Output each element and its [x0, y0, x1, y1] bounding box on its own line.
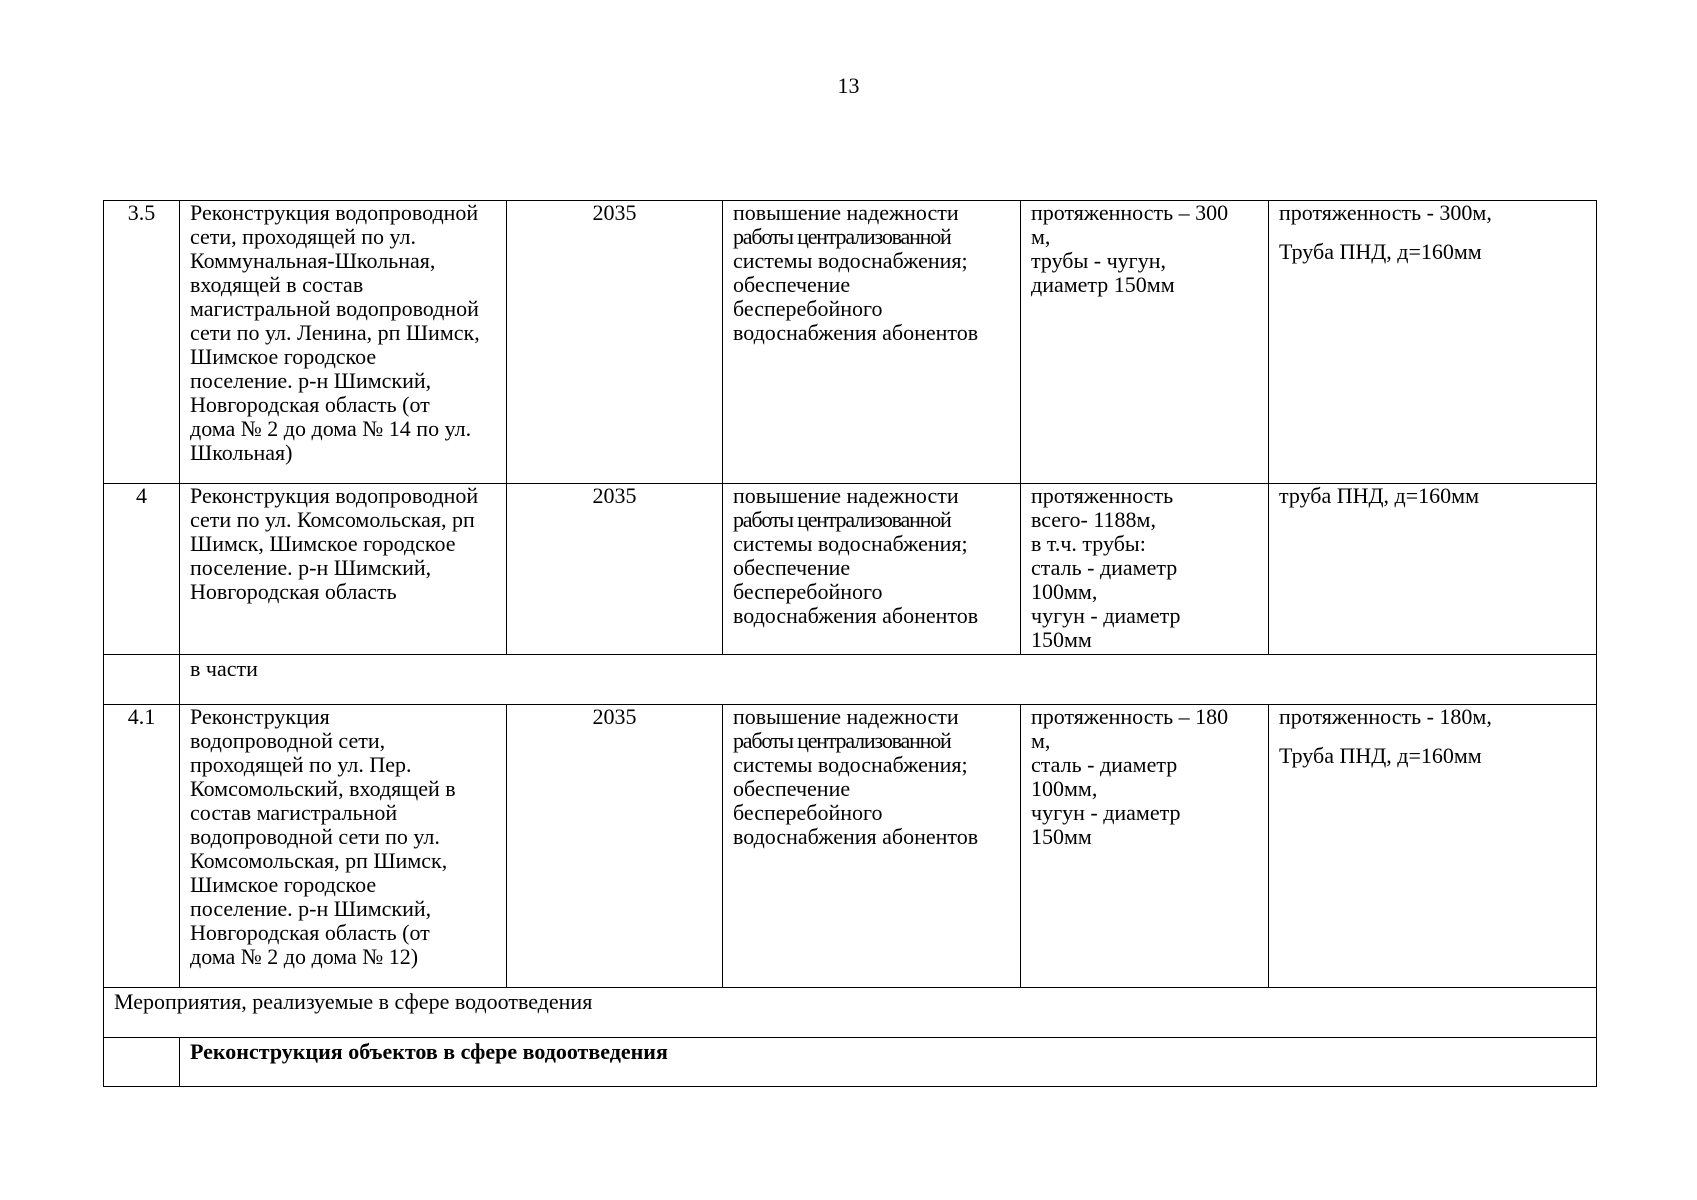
subsection-heading: Реконструкция объектов в сфере водоотведения [180, 1038, 1597, 1087]
section-heading: Мероприятия, реализуемые в сфере водоотведения [104, 988, 1597, 1038]
row-number-cell: 4.1 [104, 705, 180, 988]
cell-text-line: сталь - диаметр [1031, 752, 1178, 777]
cell-text-line: водоснабжения абонентов [733, 320, 979, 345]
cell-text-line: всего- 1188м, [1031, 507, 1156, 532]
empty-cell [104, 1038, 180, 1087]
empty-cell [104, 655, 180, 705]
line-gap [1279, 225, 1586, 240]
cell-text-line: обеспечение [733, 555, 851, 580]
cell-text-line: протяженность - 300м, [1279, 200, 1492, 225]
cell-text-line: входящей в состав [190, 272, 364, 297]
cell-text-line: 150мм [1031, 824, 1092, 849]
year-cell: 2035 [507, 705, 723, 988]
table-row [104, 655, 1597, 705]
row-number-cell: 4 [104, 484, 180, 655]
cell-text-line: дома № 2 до дома № 14 по ул. [190, 416, 472, 441]
table-row [104, 705, 1597, 988]
cell-text-line: Труба ПНД, д=160мм [1279, 743, 1482, 768]
cell-text-line: Реконструкция водопроводной [190, 200, 479, 225]
cell-text-line: чугун - диаметр [1031, 603, 1181, 628]
page-number: 13 [837, 73, 860, 98]
planned-state-cell [1269, 201, 1597, 484]
cell-text-line: м, [1031, 224, 1051, 249]
cell-text-line: Шимское городское [190, 344, 377, 369]
cell-text-line: 100мм, [1031, 579, 1098, 604]
description-cell [180, 201, 507, 484]
cell-text-line: обеспечение [733, 272, 851, 297]
cell-text-line: повышение надежности [733, 200, 959, 225]
cell-text-line: сталь - диаметр [1031, 555, 1178, 580]
year-cell: 2035 [507, 484, 723, 655]
cell-text-line: системы водоснабжения; [733, 752, 968, 777]
cell-text-line: Комсомольский, входящей в [190, 776, 456, 801]
cell-text-line: сети, проходящей по ул. [190, 224, 417, 249]
table-row [104, 988, 1597, 1038]
cell-text-line: работы централизованной [733, 224, 951, 249]
cell-text-line: системы водоснабжения; [733, 531, 968, 556]
table-row [104, 1038, 1597, 1087]
cell-text-line: системы водоснабжения; [733, 248, 968, 273]
cell-text-line: Школьная) [190, 440, 293, 465]
cell-text-line: протяженность – 180 [1031, 704, 1229, 729]
cell-text-line: поселение. р-н Шимский, [190, 896, 432, 921]
cell-text-line: диаметр 150мм [1031, 272, 1175, 297]
cell-text-line: повышение надежности [733, 704, 959, 729]
year-cell: 2035 [507, 201, 723, 484]
cell-text-line: бесперебойного [733, 579, 883, 604]
cell-text-line: протяженность [1031, 483, 1174, 508]
table-row [104, 201, 1597, 484]
cell-text-line: протяженность - 180м, [1279, 704, 1492, 729]
cell-text-line: Реконструкция водопроводной [190, 483, 479, 508]
current-state-cell [1021, 705, 1269, 988]
line-gap [1279, 729, 1586, 744]
cell-text-line: поселение. р-н Шимский, [190, 555, 432, 580]
current-state-cell [1021, 484, 1269, 655]
cell-text-line: труба ПНД, д=160мм [1279, 483, 1479, 508]
table-row [104, 484, 1597, 655]
cell-text-line: Труба ПНД, д=160мм [1279, 239, 1482, 264]
description-cell [180, 484, 507, 655]
cell-text-line: сети по ул. Комсомольская, рп [190, 507, 475, 532]
row-number-cell: 3.5 [104, 201, 180, 484]
cell-text-line: Новгородская область (от [190, 392, 430, 417]
measures-table [103, 200, 1597, 1087]
cell-text-line: трубы - чугун, [1031, 248, 1166, 273]
cell-text-line: магистральной водопроводной [190, 296, 479, 321]
cell-text-line: повышение надежности [733, 483, 959, 508]
cell-text-line: 100мм, [1031, 776, 1098, 801]
cell-text-line: состав магистральной [190, 800, 398, 825]
part-label-cell: в части [180, 655, 1597, 705]
cell-text-line: дома № 2 до дома № 12) [190, 944, 419, 969]
cell-text-line: водоснабжения абонентов [733, 824, 979, 849]
cell-text-line: Новгородская область (от [190, 920, 430, 945]
cell-text-line: проходящей по ул. Пер. [190, 752, 412, 777]
cell-text-line: 150мм [1031, 627, 1092, 652]
cell-text-line: Коммунальная-Школьная, [190, 248, 436, 273]
cell-text-line: Шимск, Шимское городское [190, 531, 456, 556]
cell-text-line: Новгородская область [190, 579, 397, 604]
cell-text-line: чугун - диаметр [1031, 800, 1181, 825]
cell-text-line: работы централизованной [733, 507, 951, 532]
cell-text-line: протяженность – 300 [1031, 200, 1229, 225]
cell-text-line: бесперебойного [733, 800, 883, 825]
cell-text-line: в т.ч. трубы: [1031, 531, 1146, 556]
purpose-cell [723, 201, 1021, 484]
cell-text-line: обеспечение [733, 776, 851, 801]
cell-text-line: бесперебойного [733, 296, 883, 321]
planned-state-cell [1269, 705, 1597, 988]
cell-text-line: м, [1031, 728, 1051, 753]
cell-text-line: водоснабжения абонентов [733, 603, 979, 628]
cell-text-line: Реконструкция [190, 704, 330, 729]
description-cell [180, 705, 507, 988]
current-state-cell [1021, 201, 1269, 484]
cell-text-line: водопроводной сети, [190, 728, 386, 753]
cell-text-line: работы централизованной [733, 728, 951, 753]
purpose-cell [723, 484, 1021, 655]
purpose-cell [723, 705, 1021, 988]
cell-text-line: поселение. р-н Шимский, [190, 368, 432, 393]
cell-text-line: Шимское городское [190, 872, 377, 897]
planned-state-cell [1269, 484, 1597, 655]
cell-text-line: Комсомольская, рп Шимск, [190, 848, 448, 873]
cell-text-line: водопроводной сети по ул. [190, 824, 440, 849]
cell-text-line: сети по ул. Ленина, рп Шимск, [190, 320, 480, 345]
